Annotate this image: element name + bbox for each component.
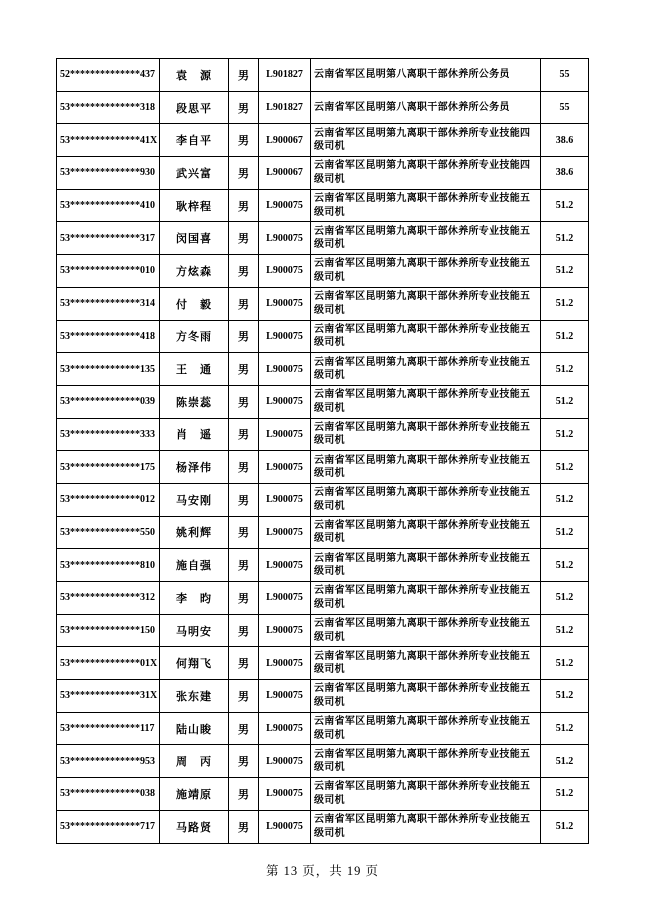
table-row [57, 483, 589, 516]
unit-position-cell: 云南省军区昆明第九离职干部休养所专业技能五级司机 [311, 418, 541, 451]
exam-code-cell: L901827 [259, 59, 311, 92]
score-cell: 51.2 [541, 418, 589, 451]
person-name-cell: 杨泽伟 [160, 451, 229, 484]
score-cell: 51.2 [541, 255, 589, 288]
gender-cell: 男 [229, 157, 259, 190]
unit-position-cell: 云南省军区昆明第九离职干部休养所专业技能五级司机 [311, 745, 541, 778]
unit-position-cell: 云南省军区昆明第九离职干部休养所专业技能五级司机 [311, 483, 541, 516]
masked-id-cell: 53**************117 [57, 712, 160, 745]
score-cell: 51.2 [541, 483, 589, 516]
table-row [57, 287, 589, 320]
table-row [57, 320, 589, 353]
gender-cell: 男 [229, 712, 259, 745]
table-row [57, 778, 589, 811]
table-row [57, 255, 589, 288]
person-name-cell: 陆山睃 [160, 712, 229, 745]
unit-position-cell: 云南省军区昆明第九离职干部休养所专业技能五级司机 [311, 549, 541, 582]
unit-position-cell: 云南省军区昆明第九离职干部休养所专业技能五级司机 [311, 287, 541, 320]
masked-id-cell: 52**************437 [57, 59, 160, 92]
gender-cell: 男 [229, 582, 259, 615]
unit-position-cell: 云南省军区昆明第九离职干部休养所专业技能五级司机 [311, 222, 541, 255]
exam-code-cell: L900067 [259, 157, 311, 190]
masked-id-cell: 53**************953 [57, 745, 160, 778]
exam-code-cell: L900075 [259, 353, 311, 386]
table-row [57, 157, 589, 190]
table-row [57, 385, 589, 418]
table-row [57, 222, 589, 255]
masked-id-cell: 53**************150 [57, 614, 160, 647]
unit-position-cell: 云南省军区昆明第九离职干部休养所专业技能五级司机 [311, 516, 541, 549]
exam-code-cell: L900075 [259, 222, 311, 255]
unit-position-cell: 云南省军区昆明第九离职干部休养所专业技能五级司机 [311, 353, 541, 386]
results-table [56, 58, 589, 844]
exam-code-cell: L900075 [259, 255, 311, 288]
person-name-cell: 肖 遥 [160, 418, 229, 451]
masked-id-cell: 53**************010 [57, 255, 160, 288]
table-row [57, 549, 589, 582]
table-row [57, 124, 589, 157]
masked-id-cell: 53**************175 [57, 451, 160, 484]
gender-cell: 男 [229, 745, 259, 778]
exam-code-cell: L900075 [259, 549, 311, 582]
score-cell: 51.2 [541, 353, 589, 386]
exam-code-cell: L900075 [259, 745, 311, 778]
masked-id-cell: 53**************418 [57, 320, 160, 353]
exam-code-cell: L900075 [259, 418, 311, 451]
table-row [57, 647, 589, 680]
masked-id-cell: 53**************333 [57, 418, 160, 451]
table-row [57, 189, 589, 222]
person-name-cell: 付 毅 [160, 287, 229, 320]
person-name-cell: 施靖原 [160, 778, 229, 811]
masked-id-cell: 53**************314 [57, 287, 160, 320]
unit-position-cell: 云南省军区昆明第九离职干部休养所专业技能四级司机 [311, 157, 541, 190]
person-name-cell: 姚利辉 [160, 516, 229, 549]
masked-id-cell: 53**************317 [57, 222, 160, 255]
masked-id-cell: 53**************550 [57, 516, 160, 549]
masked-id-cell: 53**************038 [57, 778, 160, 811]
gender-cell: 男 [229, 385, 259, 418]
score-cell: 51.2 [541, 778, 589, 811]
unit-position-cell: 云南省军区昆明第九离职干部休养所专业技能五级司机 [311, 712, 541, 745]
score-cell: 38.6 [541, 157, 589, 190]
exam-code-cell: L900075 [259, 778, 311, 811]
masked-id-cell: 53**************810 [57, 549, 160, 582]
exam-code-cell: L900067 [259, 124, 311, 157]
exam-code-cell: L900075 [259, 647, 311, 680]
masked-id-cell: 53**************717 [57, 810, 160, 843]
table-row [57, 745, 589, 778]
score-cell: 51.2 [541, 745, 589, 778]
masked-id-cell: 53**************135 [57, 353, 160, 386]
person-name-cell: 李自平 [160, 124, 229, 157]
exam-code-cell: L900075 [259, 385, 311, 418]
score-cell: 51.2 [541, 451, 589, 484]
exam-code-cell: L900075 [259, 810, 311, 843]
person-name-cell: 李 昀 [160, 582, 229, 615]
unit-position-cell: 云南省军区昆明第九离职干部休养所专业技能五级司机 [311, 582, 541, 615]
gender-cell: 男 [229, 255, 259, 288]
gender-cell: 男 [229, 451, 259, 484]
gender-cell: 男 [229, 810, 259, 843]
exam-code-cell: L901827 [259, 91, 311, 124]
table-row [57, 451, 589, 484]
exam-code-cell: L900075 [259, 582, 311, 615]
person-name-cell: 马明安 [160, 614, 229, 647]
gender-cell: 男 [229, 59, 259, 92]
gender-cell: 男 [229, 418, 259, 451]
masked-id-cell: 53**************410 [57, 189, 160, 222]
gender-cell: 男 [229, 549, 259, 582]
table-row [57, 418, 589, 451]
person-name-cell: 周 丙 [160, 745, 229, 778]
gender-cell: 男 [229, 647, 259, 680]
gender-cell: 男 [229, 516, 259, 549]
unit-position-cell: 云南省军区昆明第九离职干部休养所专业技能五级司机 [311, 614, 541, 647]
page-number-footer: 第 13 页，共 19 页 [265, 864, 379, 878]
gender-cell: 男 [229, 91, 259, 124]
table-row [57, 614, 589, 647]
exam-code-cell: L900075 [259, 516, 311, 549]
score-cell: 51.2 [541, 582, 589, 615]
score-cell: 51.2 [541, 614, 589, 647]
gender-cell: 男 [229, 189, 259, 222]
masked-id-cell: 53**************31X [57, 680, 160, 713]
score-cell: 51.2 [541, 516, 589, 549]
gender-cell: 男 [229, 353, 259, 386]
masked-id-cell: 53**************01X [57, 647, 160, 680]
table-row [57, 91, 589, 124]
score-cell: 51.2 [541, 680, 589, 713]
table-row [57, 59, 589, 92]
person-name-cell: 闵国喜 [160, 222, 229, 255]
unit-position-cell: 云南省军区昆明第九离职干部休养所专业技能五级司机 [311, 189, 541, 222]
unit-position-cell: 云南省军区昆明第九离职干部休养所专业技能五级司机 [311, 385, 541, 418]
score-cell: 51.2 [541, 810, 589, 843]
exam-code-cell: L900075 [259, 614, 311, 647]
person-name-cell: 施自强 [160, 549, 229, 582]
score-cell: 51.2 [541, 385, 589, 418]
exam-code-cell: L900075 [259, 680, 311, 713]
score-cell: 51.2 [541, 647, 589, 680]
table-row [57, 353, 589, 386]
unit-position-cell: 云南省军区昆明第九离职干部休养所专业技能五级司机 [311, 255, 541, 288]
masked-id-cell: 53**************039 [57, 385, 160, 418]
score-cell: 55 [541, 91, 589, 124]
gender-cell: 男 [229, 483, 259, 516]
gender-cell: 男 [229, 287, 259, 320]
exam-code-cell: L900075 [259, 712, 311, 745]
score-cell: 38.6 [541, 124, 589, 157]
table-row [57, 680, 589, 713]
person-name-cell: 马安刚 [160, 483, 229, 516]
unit-position-cell: 云南省军区昆明第九离职干部休养所专业技能五级司机 [311, 810, 541, 843]
person-name-cell: 耿梓程 [160, 189, 229, 222]
gender-cell: 男 [229, 778, 259, 811]
masked-id-cell: 53**************930 [57, 157, 160, 190]
masked-id-cell: 53**************41X [57, 124, 160, 157]
score-cell: 51.2 [541, 287, 589, 320]
person-name-cell: 方炫森 [160, 255, 229, 288]
results-table-body [57, 59, 589, 844]
exam-code-cell: L900075 [259, 483, 311, 516]
person-name-cell: 何翔飞 [160, 647, 229, 680]
gender-cell: 男 [229, 222, 259, 255]
unit-position-cell: 云南省军区昆明第九离职干部休养所专业技能四级司机 [311, 124, 541, 157]
unit-position-cell: 云南省军区昆明第九离职干部休养所专业技能五级司机 [311, 320, 541, 353]
score-cell: 51.2 [541, 222, 589, 255]
score-cell: 51.2 [541, 712, 589, 745]
person-name-cell: 陈崇蕊 [160, 385, 229, 418]
gender-cell: 男 [229, 124, 259, 157]
table-row [57, 582, 589, 615]
person-name-cell: 王 通 [160, 353, 229, 386]
masked-id-cell: 53**************312 [57, 582, 160, 615]
gender-cell: 男 [229, 680, 259, 713]
person-name-cell: 段思平 [160, 91, 229, 124]
table-row [57, 810, 589, 843]
exam-code-cell: L900075 [259, 451, 311, 484]
masked-id-cell: 53**************318 [57, 91, 160, 124]
unit-position-cell: 云南省军区昆明第八离职干部休养所公务员 [311, 59, 541, 92]
gender-cell: 男 [229, 320, 259, 353]
gender-cell: 男 [229, 614, 259, 647]
unit-position-cell: 云南省军区昆明第九离职干部休养所专业技能五级司机 [311, 451, 541, 484]
unit-position-cell: 云南省军区昆明第九离职干部休养所专业技能五级司机 [311, 647, 541, 680]
exam-code-cell: L900075 [259, 287, 311, 320]
score-cell: 51.2 [541, 189, 589, 222]
unit-position-cell: 云南省军区昆明第八离职干部休养所公务员 [311, 91, 541, 124]
person-name-cell: 马路贤 [160, 810, 229, 843]
unit-position-cell: 云南省军区昆明第九离职干部休养所专业技能五级司机 [311, 778, 541, 811]
score-cell: 51.2 [541, 320, 589, 353]
masked-id-cell: 53**************012 [57, 483, 160, 516]
table-row [57, 516, 589, 549]
score-cell: 55 [541, 59, 589, 92]
score-cell: 51.2 [541, 549, 589, 582]
person-name-cell: 武兴富 [160, 157, 229, 190]
person-name-cell: 张东建 [160, 680, 229, 713]
person-name-cell: 方冬雨 [160, 320, 229, 353]
exam-code-cell: L900075 [259, 320, 311, 353]
exam-code-cell: L900075 [259, 189, 311, 222]
unit-position-cell: 云南省军区昆明第九离职干部休养所专业技能五级司机 [311, 680, 541, 713]
person-name-cell: 袁 源 [160, 59, 229, 92]
table-row [57, 712, 589, 745]
